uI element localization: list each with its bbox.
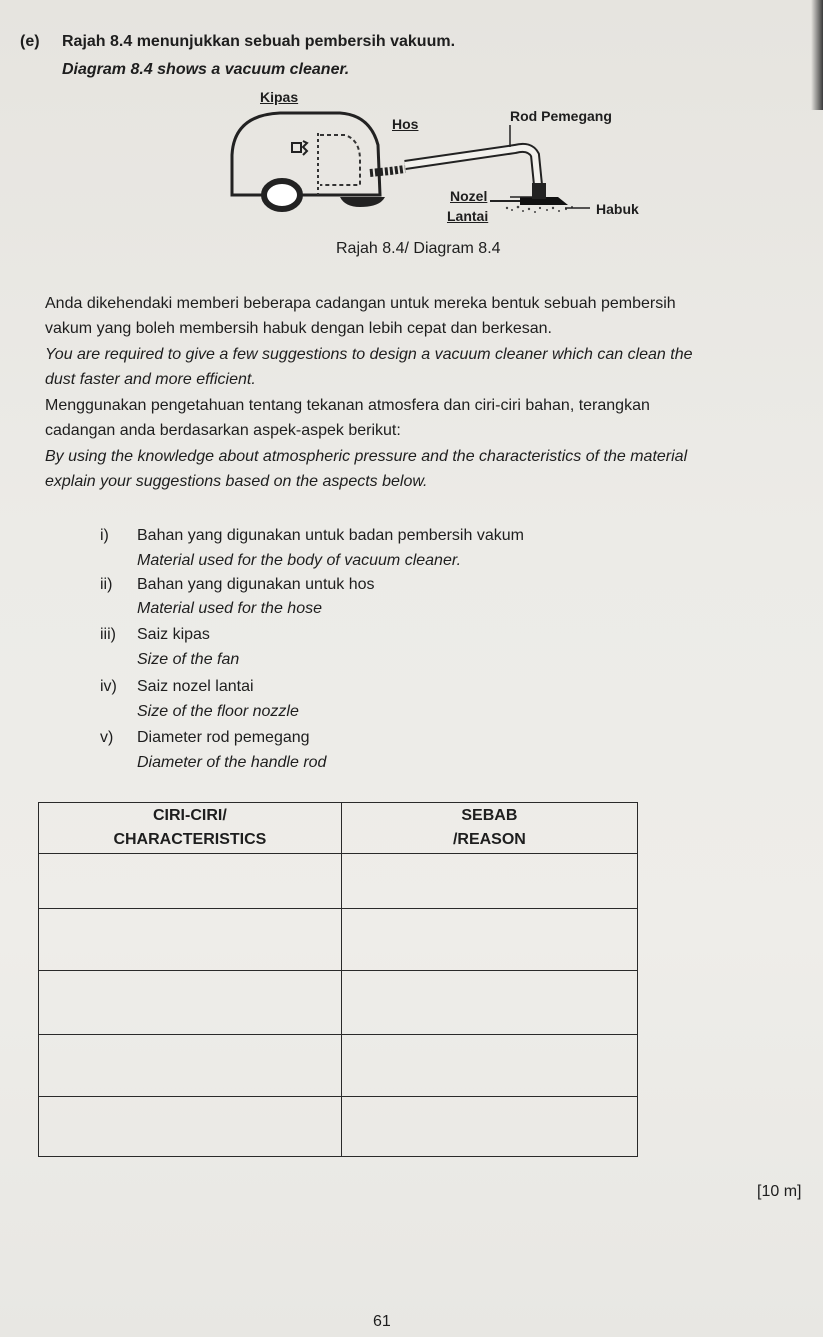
hose: [370, 169, 405, 173]
answer-cell-characteristic[interactable]: [39, 1035, 342, 1097]
aspect-ms: Diameter rod pemegang: [137, 729, 310, 746]
answer-cell-characteristic[interactable]: [39, 1097, 342, 1157]
label-lantai: Lantai: [447, 208, 489, 224]
label-hos: Hos: [392, 116, 419, 132]
answer-table-header: [39, 803, 638, 854]
answer-cell-characteristic[interactable]: [39, 971, 342, 1035]
instruction-line-6: cadangan anda berdasarkan aspek-aspek berikut:: [45, 422, 401, 439]
label-rod-pemegang: Rod Pemegang: [510, 108, 612, 124]
aspect-number: i): [100, 527, 109, 544]
page-edge-shadow: [811, 0, 823, 110]
marks-allocation: [10 m]: [757, 1183, 802, 1200]
aspect-ms: Bahan yang digunakan untuk badan pembersih vakum: [137, 527, 524, 544]
aspect-en: Material used for the body of vacuum cleaner.: [137, 552, 462, 569]
aspect-en: Size of the fan: [137, 651, 240, 668]
aspect-number: iii): [100, 626, 116, 643]
label-nozel: Nozel: [450, 188, 488, 204]
answer-cell-reason[interactable]: [341, 854, 637, 909]
label-kipas: Kipas: [260, 89, 299, 105]
aspect-number: iv): [100, 678, 117, 695]
answer-cell-characteristic[interactable]: [39, 909, 342, 971]
column-header-en: CHARACTERISTICS: [113, 831, 267, 848]
instruction-line-2: vakum yang boleh membersih habuk dengan lebih cepat dan berkesan.: [45, 320, 552, 337]
table-row: [39, 1035, 638, 1097]
instruction-line-7: By using the knowledge about atmospheric pressure and the characteristics of the material: [45, 448, 688, 465]
column-header-en: /REASON: [452, 831, 526, 848]
instruction-line-1: Anda dikehendaki memberi beberapa cadangan untuk mereka bentuk sebuah pembersih: [45, 295, 676, 312]
vacuum-body: [232, 113, 380, 195]
column-header-ms: CIRI-CIRI/: [153, 807, 227, 824]
aspect-ms: Saiz kipas: [137, 626, 210, 643]
aspect-ms: Bahan yang digunakan untuk hos: [137, 576, 375, 593]
aspect-number: v): [100, 729, 114, 746]
column-header-characteristics: [39, 803, 342, 854]
column-header-ms: SEBAB: [461, 807, 518, 824]
table-row: [39, 909, 638, 971]
table-row: [39, 971, 638, 1035]
dust-compartment: [320, 135, 360, 185]
answer-cell-reason[interactable]: [341, 1097, 637, 1157]
vacuum-cleaner-diagram: [220, 85, 670, 260]
answer-cell-reason[interactable]: [341, 1035, 637, 1097]
label-habuk: Habuk: [596, 201, 639, 217]
column-header-reason: [341, 803, 637, 854]
table-row: [39, 1097, 638, 1157]
answer-cell-reason[interactable]: [341, 909, 637, 971]
aspect-en: Size of the floor nozzle: [137, 703, 299, 720]
wheel: [264, 181, 300, 209]
aspect-en: Material used for the hose: [137, 600, 322, 617]
answer-cell-characteristic[interactable]: [39, 854, 342, 909]
aspect-number: ii): [100, 576, 113, 593]
question-label: (e): [20, 33, 40, 50]
question-text-en: Diagram 8.4 shows a vacuum cleaner.: [62, 61, 350, 78]
table-row: [39, 854, 638, 909]
aspect-ms: Saiz nozel lantai: [137, 678, 254, 695]
diagram-caption: Rajah 8.4/ Diagram 8.4: [336, 240, 501, 257]
question-text-ms: Rajah 8.4 menunjukkan sebuah pembersih vakuum.: [62, 33, 456, 50]
instruction-line-5: Menggunakan pengetahuan tentang tekanan atmosfera dan ciri-ciri bahan, terangkan: [45, 397, 650, 414]
instruction-line-8: explain your suggestions based on the aspects below.: [45, 473, 428, 490]
page-number: 61: [373, 1313, 391, 1330]
answer-cell-reason[interactable]: [341, 971, 637, 1035]
aspect-en: Diameter of the handle rod: [137, 754, 327, 771]
instruction-line-3: You are required to give a few suggestions to design a vacuum cleaner which can clean the: [45, 346, 693, 363]
instruction-line-4: dust faster and more efficient.: [45, 371, 256, 388]
dust-particles: [506, 206, 573, 213]
fan-shape: [292, 143, 301, 152]
answer-table: [38, 802, 638, 1157]
